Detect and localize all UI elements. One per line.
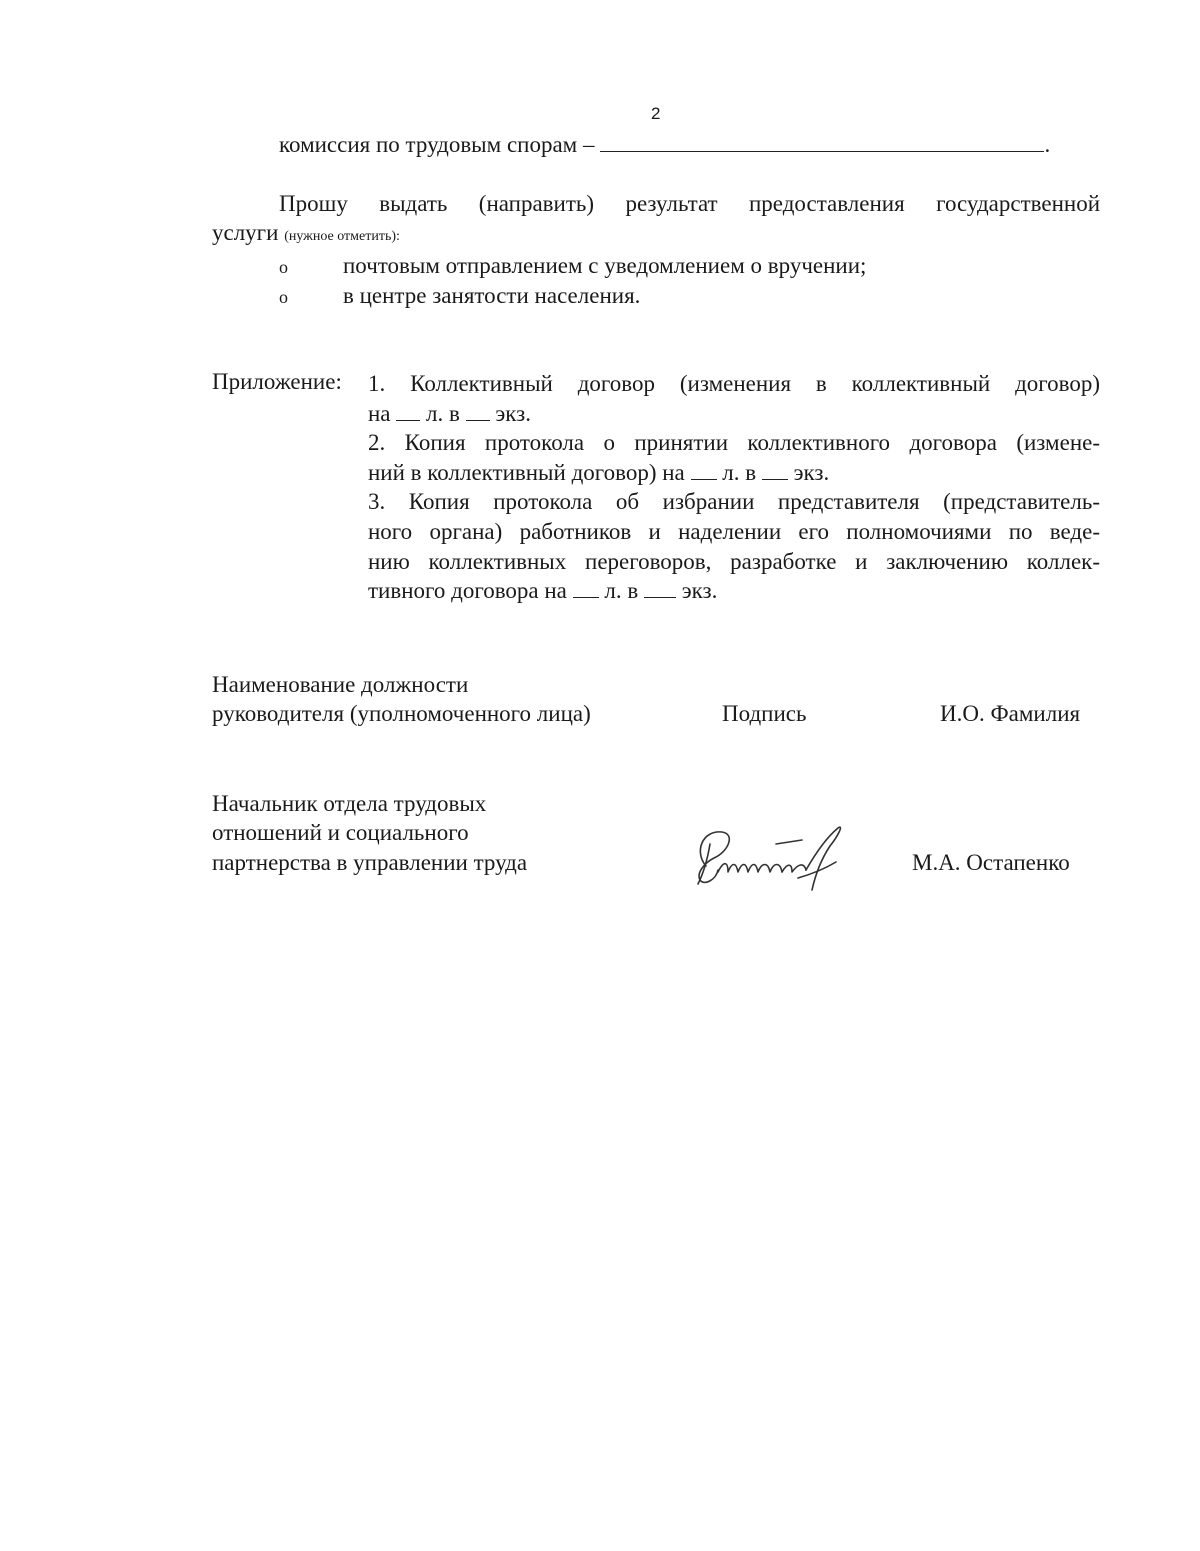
appendix-text: тивного договора на [368,578,567,604]
pages-blank-field [691,461,717,480]
page-number: 2 [651,104,661,123]
copies-blank-field [762,461,788,480]
appendix-text: экз. [793,459,830,485]
appendix-text: экз. [495,400,531,426]
appendix-text: л. в [722,459,757,485]
appendix-item-1-count [368,399,1100,429]
manager-position-line1: Наименование должности [212,672,469,697]
delivery-option-label: в центре занятости населения. [343,283,641,308]
name-label: И.О. Фамилия [940,701,1081,726]
request-service-word: услуги [212,220,279,245]
commission-line [279,132,1050,158]
appendix-item-3: 3. Копия протокола об избрании представителя (представитель- [368,489,1100,515]
radio-circle-icon[interactable]: o [279,257,288,277]
radio-circle-icon[interactable]: o [279,287,288,307]
appendix-text: л. в [426,400,460,426]
pages-blank-field [573,579,599,598]
copies-blank-field [644,579,676,598]
handwritten-signature [688,822,848,896]
manager-position-line2: руководителя (уполномоченного лица) [212,701,591,726]
appendix-label: Приложение: [212,369,342,394]
appendix-item-1: 1. Коллективный договор (изменения в коллективный договор) [368,371,1100,396]
copies-blank-field [466,402,490,421]
request-note: (нужное отметить): [284,229,400,244]
appendix-item-2: 2. Копия протокола о принятии коллективного договора (измене- [368,430,1100,456]
chief-name: М.А. Остапенко [912,850,1070,875]
signature-label: Подпись [722,701,807,726]
appendix-text: ний в коллективный договор) на [368,459,685,485]
appendix-item-2-count [368,458,1100,488]
appendix-item-3-line3: нию коллективных переговоров, разработке и заключению коллек- [368,548,1100,574]
appendix-text: л. в [604,578,639,604]
commission-end: . [1044,132,1051,157]
chief-title-line1: Начальник отдела трудовых [212,791,487,816]
request-text-line1: Прошу выдать (направить) результат предоставления государственной [279,191,1100,216]
chief-title-line2: отношений и социального [212,820,469,845]
chief-title-line3: партнерства в управлении труда [212,850,528,875]
commission-label: комиссия по трудовым спорам – [279,132,595,157]
commission-blank-field [600,133,1044,152]
delivery-option-label: почтовым отправлением с уведомлением о вручении; [343,253,867,278]
appendix-list [368,369,1100,606]
appendix-text: на [368,400,391,426]
pages-blank-field [396,402,420,421]
delivery-option-center[interactable] [279,283,640,309]
delivery-option-mail[interactable] [279,253,866,279]
appendix-item-3-count [368,576,1100,606]
appendix-text: экз. [681,578,718,604]
request-text-line2 [212,220,400,246]
appendix-item-3-line2: ного органа) работников и наделении его полномочиями по веде- [368,518,1100,544]
